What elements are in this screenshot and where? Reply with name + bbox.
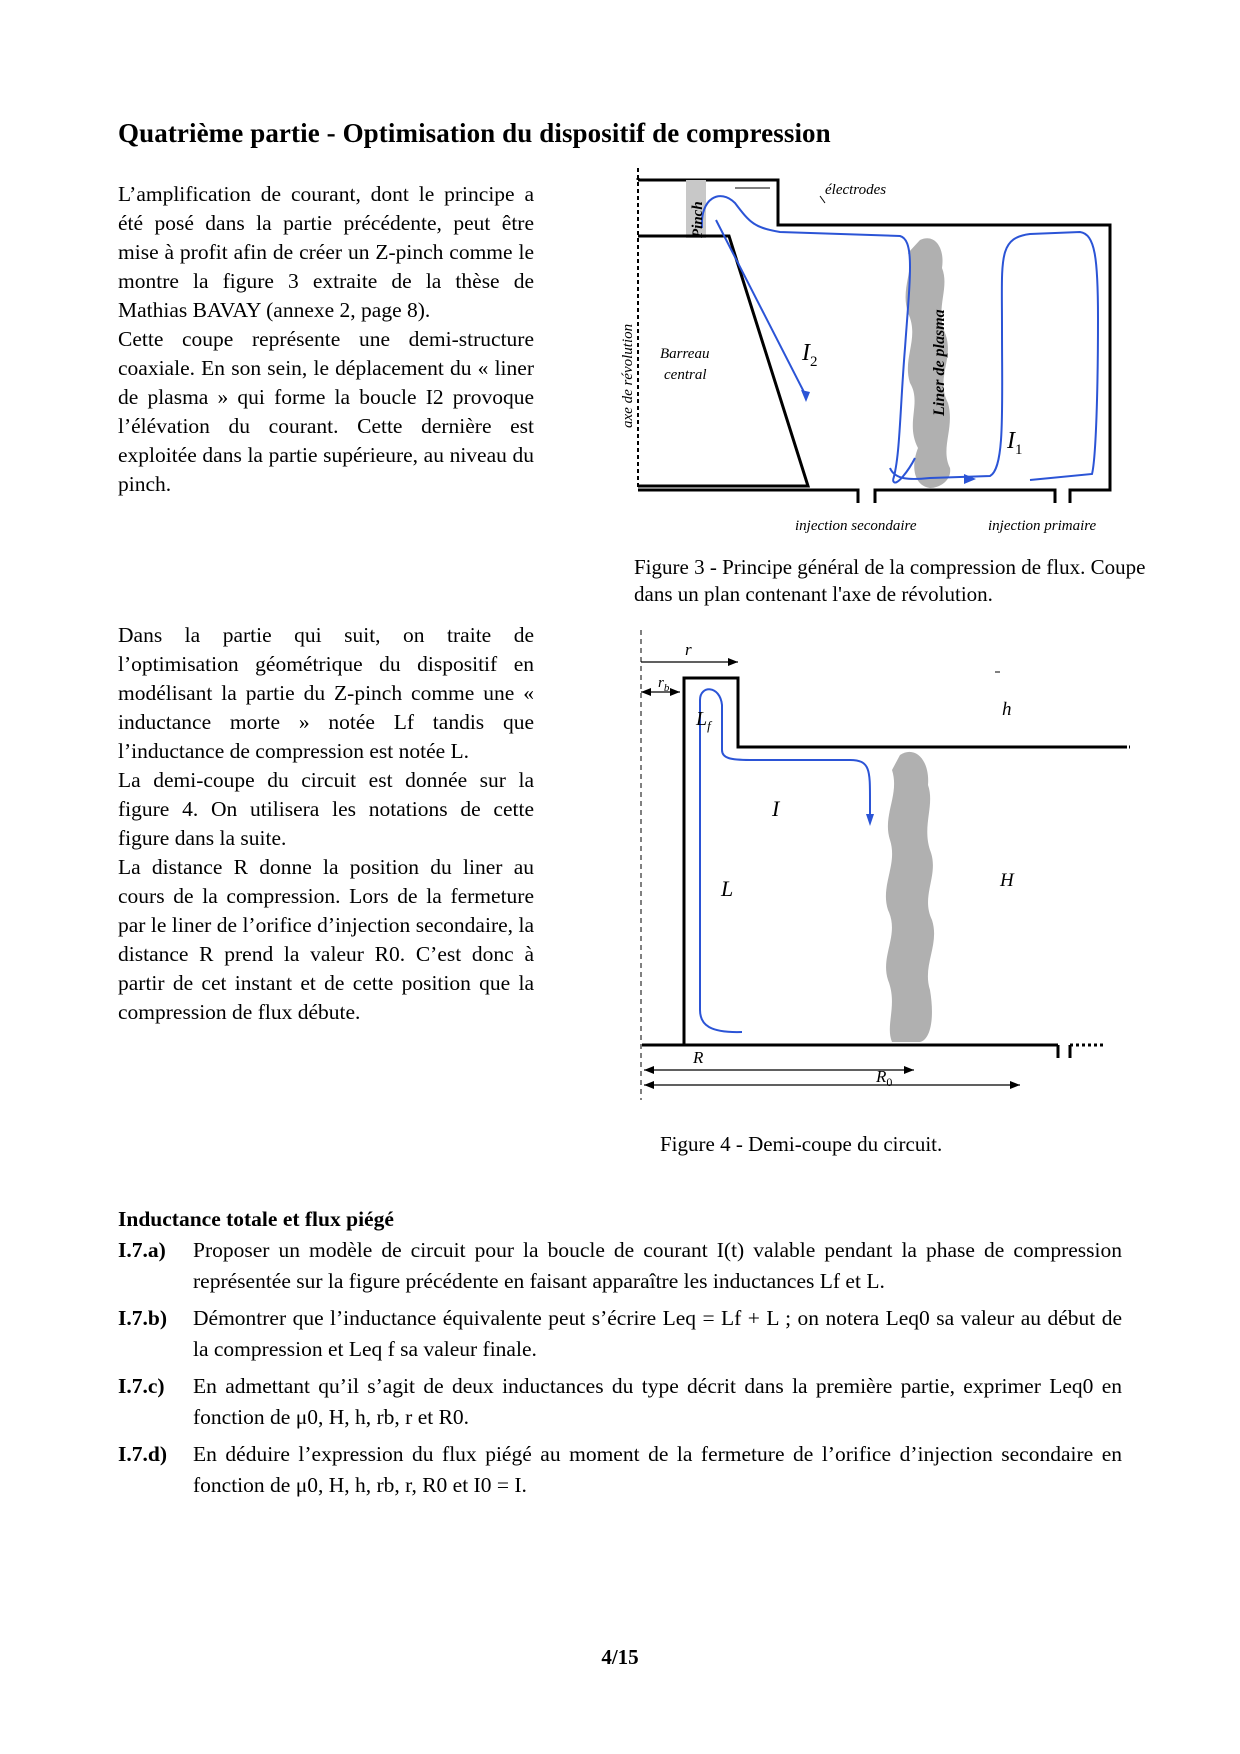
questions-list <box>118 1235 1122 1507</box>
label-inductance-L: L <box>721 876 734 901</box>
question-text: En admettant qu’il s’agit de deux inductances du type décrit dans la première partie, exprimer Leq0 en fonction de μ0, H, h, rb, r et R0. <box>193 1374 1122 1429</box>
question-item <box>118 1371 1122 1433</box>
question-item <box>118 1439 1122 1501</box>
label-injection-secondary: injection secondaire <box>795 518 917 534</box>
intro-paragraph-2: Cette coupe représente une demi-structure coaxiale. En son sein, le déplacement du « liner de plasma » qui forme la boucle I2 provoque l’élévation du courant. Cette dernière est exploitée dans la partie supérieure, au niveau du pinch. <box>118 327 534 496</box>
optimisation-paragraph-1: Dans la partie qui suit, on traite de l’optimisation géométrique du dispositif en modélisant la partie du Z-pinch comme une « inductance morte » notée Lf tandis que l’inductance de compression est notée L. <box>118 623 534 763</box>
bottom-electrode <box>638 490 858 503</box>
label-r: r <box>685 640 692 659</box>
question-id: I.7.a) <box>118 1238 166 1262</box>
label-rb: $r_b$ <box>658 675 670 694</box>
figure-3-diagram <box>610 168 1135 538</box>
page-title: Quatrième partie - Optimisation du dispositif de compression <box>118 118 831 148</box>
intro-paragraph-1: L’amplification de courant, dont le principe a été posé dans la partie précédente, peut être mise à profit afin de créer un Z-pinch comme le montre la figure 3 extraite de la thèse de Mathias BAVAY (annexe 2, page 8). <box>118 182 534 322</box>
question-text: Démontrer que l’inductance équivalente peut s’écrire Leq = Lf + L ; on notera Leq0 sa valeur au début de la compression et Leq f sa valeur finale. <box>193 1306 1122 1361</box>
optimisation-paragraph-3: La distance R donne la position du liner au cours de la compression. Lors de la fermeture par le liner de l’orifice d’injection secondaire, la distance R prend la valeur R0. C’est donc à partir de cet instant et de cette position que la compression de flux débute. <box>118 855 534 1024</box>
label-axis: axe de révolution <box>620 323 636 428</box>
page-number: 4/15 <box>601 1645 639 1669</box>
label-H: H <box>1000 870 1014 891</box>
question-id: I.7.d) <box>118 1442 167 1466</box>
question-id: I.7.b) <box>118 1306 167 1330</box>
question-id: I.7.c) <box>118 1374 165 1398</box>
section-heading: Inductance totale et flux piégé <box>118 1207 394 1231</box>
label-injection-primary: injection primaire <box>988 518 1097 534</box>
question-item <box>118 1235 1122 1297</box>
top-electrode <box>638 180 1110 503</box>
optimisation-paragraph-2: La demi-coupe du circuit est donnée sur la figure 4. On utilisera les notations de cette figure dans la suite. <box>118 768 534 850</box>
figure-4-diagram <box>630 630 1170 1100</box>
question-item <box>118 1303 1122 1365</box>
optimisation-text <box>118 621 534 1027</box>
label-R0: $R_0$ <box>876 1067 893 1089</box>
current-path <box>700 689 870 1032</box>
question-text: Proposer un modèle de circuit pour la boucle de courant I(t) valable pendant la phase de compression représentée sur la figure précédente en faisant apparaître les inductances Lf et L. <box>193 1238 1122 1293</box>
label-pinch: Pinch <box>690 201 706 238</box>
label-current-I: I <box>772 796 780 821</box>
plasma-liner <box>886 752 934 1042</box>
label-i1: $I_1$ <box>1007 428 1023 458</box>
label-central-bar-1: Barreau <box>660 346 710 362</box>
label-liner: Liner de plasma <box>931 309 948 416</box>
label-i2: $I_2$ <box>802 340 818 370</box>
label-lf: $L_f$ <box>696 708 711 733</box>
question-text: En déduire l’expression du flux piégé au moment de la fermeture de l’orifice d’injection secondaire en fonction de μ0, H, h, rb, r, R0 et I0 = I. <box>193 1442 1122 1497</box>
current-path-i2 <box>702 196 910 480</box>
intro-text <box>118 180 534 499</box>
figure-4-caption: Figure 4 - Demi-coupe du circuit. <box>660 1132 943 1156</box>
label-R: R <box>693 1048 704 1067</box>
label-h: h <box>1002 699 1012 720</box>
label-electrodes: électrodes <box>825 182 887 198</box>
figure-3-caption: Figure 3 - Principe général de la compression de flux. Coupe dans un plan contenant l'axe de révolution. <box>634 555 1146 606</box>
label-central-bar-2: central <box>664 367 707 383</box>
